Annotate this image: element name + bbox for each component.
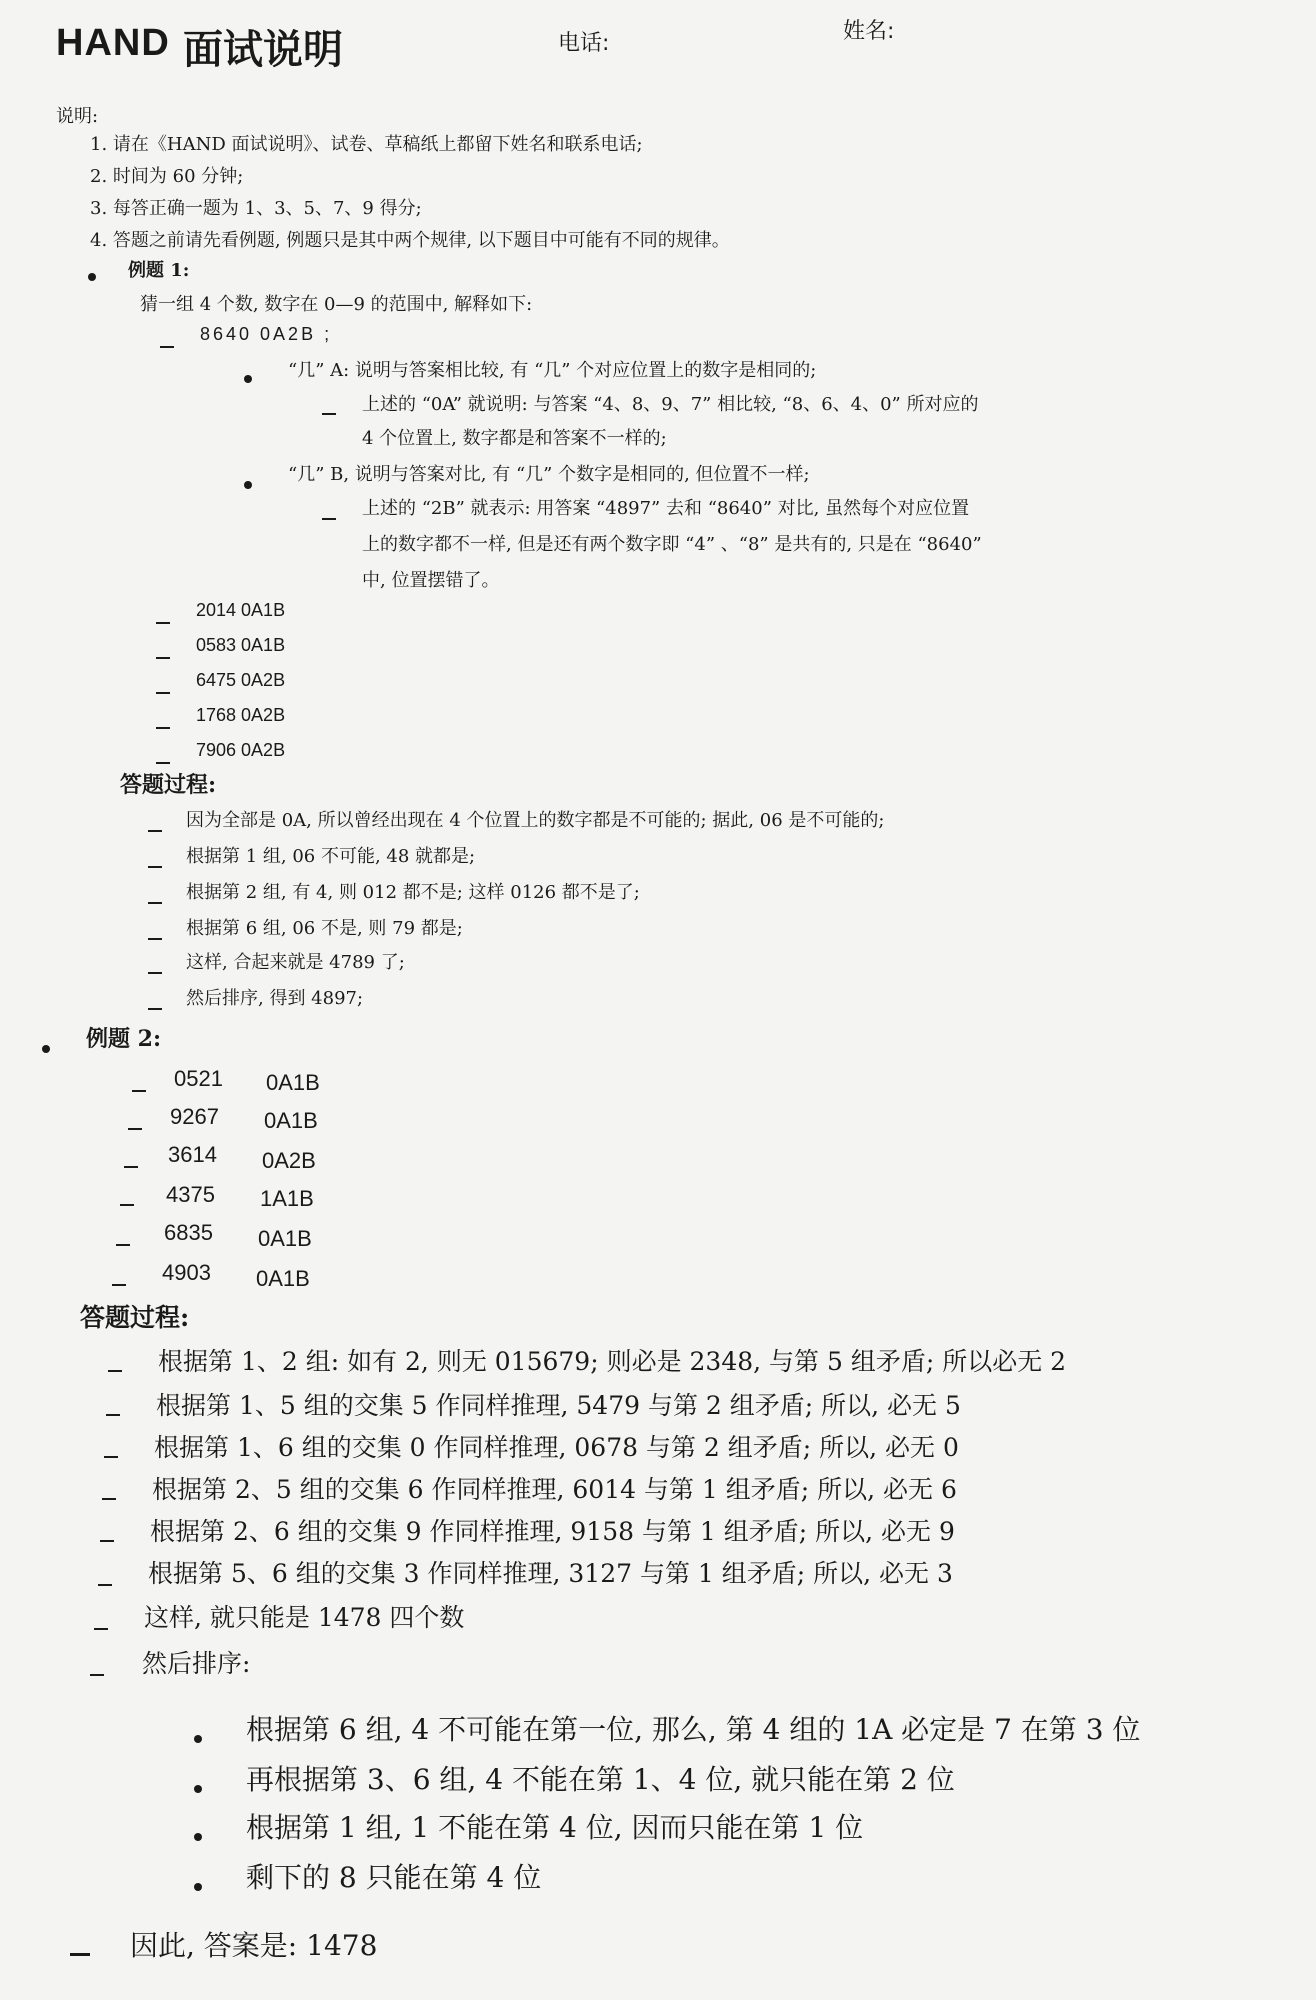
dash bbox=[90, 1664, 104, 1683]
dash bbox=[112, 1274, 126, 1293]
process-step: 这样, 合起来就是 4789 了; bbox=[186, 952, 405, 973]
example1-sample: 8640 0A2B ; bbox=[200, 324, 333, 344]
dash bbox=[160, 336, 174, 355]
example2-result: 0A1B bbox=[258, 1226, 312, 1251]
dash bbox=[156, 682, 170, 701]
bullet bbox=[194, 1876, 202, 1895]
dash bbox=[98, 1574, 112, 1593]
title-chinese: 面试说明 bbox=[183, 27, 343, 73]
bullet bbox=[194, 1826, 202, 1845]
example2-number: 3614 bbox=[168, 1142, 217, 1167]
dash bbox=[322, 403, 336, 422]
dash bbox=[108, 1360, 122, 1379]
example2-label: 例题 2: bbox=[86, 1026, 162, 1052]
dash bbox=[102, 1488, 116, 1507]
example2-number: 4375 bbox=[166, 1182, 215, 1207]
process-step: 根据第 1、6 组的交集 0 作同样推理, 0678 与第 2 组矛盾; 所以, 必无 0 bbox=[154, 1433, 959, 1462]
intro-item: 2. 时间为 60 分钟; bbox=[90, 166, 244, 187]
process-step: 根据第 2、5 组的交集 6 作同样推理, 6014 与第 1 组矛盾; 所以, 必无 6 bbox=[152, 1475, 957, 1504]
dash bbox=[104, 1446, 118, 1465]
final-answer: 因此, 答案是: 1478 bbox=[130, 1929, 378, 1962]
a-sub: 上述的 “0A” 就说明: 与答案 “4、8、9、7” 相比较, “8、6、4、0” 所对应的 bbox=[362, 394, 979, 415]
example2-result: 0A1B bbox=[266, 1070, 320, 1095]
b-sub: 中, 位置摆错了。 bbox=[362, 570, 500, 591]
b-sub: 上述的 “2B” 就表示: 用答案 “4897” 去和 “8640” 对比, 虽然每个对应位置 bbox=[362, 498, 970, 519]
intro-label: 说明: bbox=[56, 106, 99, 127]
b-point: “几” B, 说明与答案对比, 有 “几” 个数字是相同的, 但位置不一样; bbox=[288, 464, 810, 485]
dash bbox=[148, 998, 162, 1017]
intro-item: 4. 答题之前请先看例题, 例题只是其中两个规律, 以下题目中可能有不同的规律。 bbox=[90, 230, 730, 251]
sort-step: 剩下的 8 只能在第 4 位 bbox=[246, 1861, 542, 1894]
example1-row: 2014 0A1B bbox=[196, 600, 286, 620]
sort-step: 根据第 6 组, 4 不可能在第一位, 那么, 第 4 组的 1A 必定是 7 在第 3 位 bbox=[246, 1713, 1141, 1746]
name-label: 姓名: bbox=[843, 19, 895, 44]
sort-step: 根据第 1 组, 1 不能在第 4 位, 因而只能在第 1 位 bbox=[246, 1811, 864, 1844]
example2-result: 1A1B bbox=[260, 1186, 314, 1211]
example1-row: 7906 0A2B bbox=[196, 740, 286, 760]
bullet bbox=[194, 1728, 202, 1747]
dash bbox=[124, 1156, 138, 1175]
dash bbox=[156, 717, 170, 736]
example2-number: 6835 bbox=[164, 1220, 213, 1245]
dash bbox=[148, 962, 162, 981]
process-step: 根据第 2 组, 有 4, 则 012 都不是; 这样 0126 都不是了; bbox=[186, 882, 640, 903]
dash bbox=[106, 1404, 120, 1423]
dash bbox=[156, 647, 170, 666]
example2-result: 0A1B bbox=[256, 1266, 310, 1291]
process-step: 根据第 1、2 组: 如有 2, 则无 015679; 则必是 2348, 与第 5 组矛盾; 所以必无 2 bbox=[158, 1347, 1067, 1376]
example1-row: 6475 0A2B bbox=[196, 670, 286, 690]
dash bbox=[148, 820, 162, 839]
example1-row: 0583 0A1B bbox=[196, 635, 286, 655]
process-step: 因为全部是 0A, 所以曾经出现在 4 个位置上的数字都是不可能的; 据此, 06 是不可能的; bbox=[186, 810, 885, 831]
dash bbox=[120, 1194, 134, 1213]
dash bbox=[148, 892, 162, 911]
bullet bbox=[42, 1038, 50, 1057]
dash bbox=[100, 1530, 114, 1549]
example1-row: 1768 0A2B bbox=[196, 705, 286, 725]
a-point: “几” A: 说明与答案相比较, 有 “几” 个对应位置上的数字是相同的; bbox=[288, 360, 817, 381]
dash bbox=[116, 1234, 130, 1253]
example1-process-label: 答题过程: bbox=[120, 772, 217, 798]
example2-number: 4903 bbox=[162, 1260, 211, 1285]
a-sub: 4 个位置上, 数字都是和答案不一样的; bbox=[362, 428, 667, 449]
process-step: 根据第 1 组, 06 不可能, 48 就都是; bbox=[186, 846, 476, 867]
process-step: 根据第 1、5 组的交集 5 作同样推理, 5479 与第 2 组矛盾; 所以, 必无 5 bbox=[156, 1391, 961, 1420]
dash bbox=[148, 856, 162, 875]
dash bbox=[148, 928, 162, 947]
process-step: 然后排序: bbox=[142, 1649, 251, 1678]
bullet bbox=[244, 474, 252, 493]
dash bbox=[322, 508, 336, 527]
dash bbox=[132, 1080, 146, 1099]
bullet bbox=[88, 266, 96, 285]
example2-number: 0521 bbox=[174, 1066, 223, 1091]
process-step: 然后排序, 得到 4897; bbox=[186, 988, 364, 1009]
b-sub: 上的数字都不一样, 但是还有两个数字即 “4” 、“8” 是共有的, 只是在 “8640” bbox=[362, 534, 982, 555]
sort-step: 再根据第 3、6 组, 4 不能在第 1、4 位, 就只能在第 2 位 bbox=[246, 1763, 955, 1796]
dash bbox=[128, 1118, 142, 1137]
dash bbox=[70, 1944, 90, 1963]
example2-process-label: 答题过程: bbox=[80, 1303, 190, 1332]
intro-item: 1. 请在《HAND 面试说明》、试卷、草稿纸上都留下姓名和联系电话; bbox=[90, 134, 643, 155]
process-step: 根据第 6 组, 06 不是, 则 79 都是; bbox=[186, 918, 463, 939]
title-english: HAND bbox=[56, 22, 170, 64]
process-step: 根据第 2、6 组的交集 9 作同样推理, 9158 与第 1 组矛盾; 所以, 必无 9 bbox=[150, 1517, 955, 1546]
example1-label: 例题 1: bbox=[128, 260, 190, 281]
bullet bbox=[244, 368, 252, 387]
phone-label: 电话: bbox=[558, 31, 610, 56]
example1-desc: 猜一组 4 个数, 数字在 0—9 的范围中, 解释如下: bbox=[140, 294, 533, 315]
dash bbox=[156, 612, 170, 631]
example2-result: 0A1B bbox=[264, 1108, 318, 1133]
example2-result: 0A2B bbox=[262, 1148, 316, 1173]
process-step: 这样, 就只能是 1478 四个数 bbox=[144, 1603, 465, 1632]
intro-item: 3. 每答正确一题为 1、3、5、7、9 得分; bbox=[90, 198, 422, 219]
process-step: 根据第 5、6 组的交集 3 作同样推理, 3127 与第 1 组矛盾; 所以, 必无 3 bbox=[148, 1559, 953, 1588]
bullet bbox=[194, 1778, 202, 1797]
dash bbox=[94, 1618, 108, 1637]
example2-number: 9267 bbox=[170, 1104, 219, 1129]
